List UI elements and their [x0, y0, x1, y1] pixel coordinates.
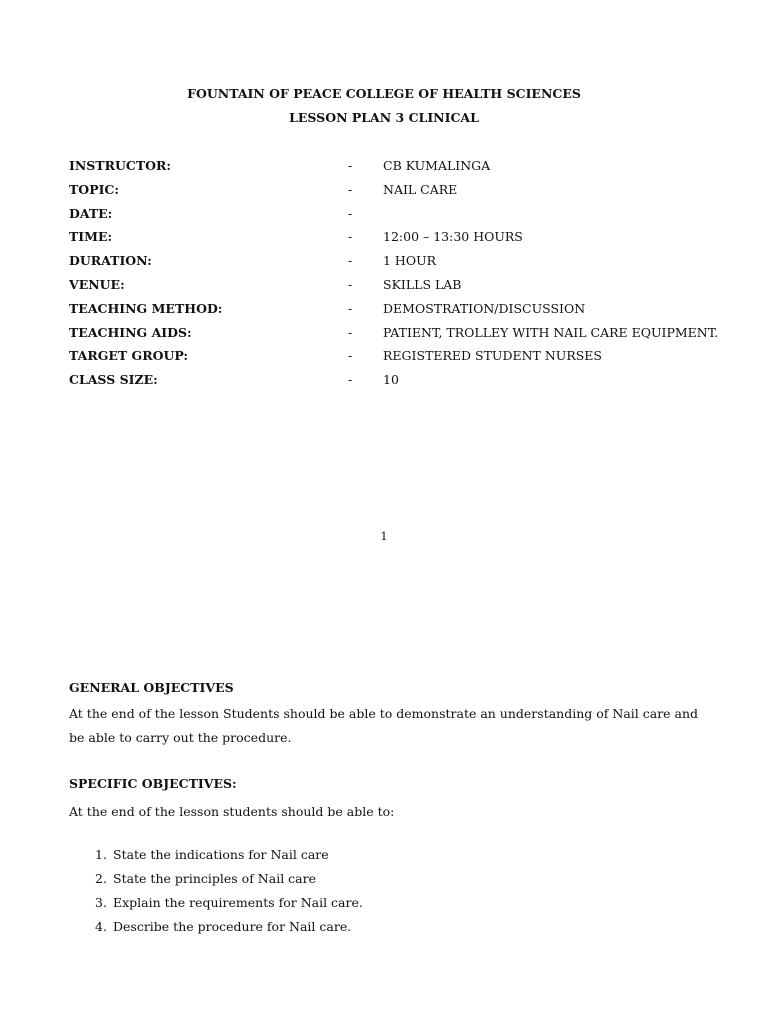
page-number: 1	[380, 530, 388, 543]
info-row-time	[69, 228, 719, 252]
info-row-target-group	[69, 347, 719, 371]
info-label: CLASS SIZE:	[69, 372, 158, 388]
info-row-date	[69, 205, 719, 229]
college-title: FOUNTAIN OF PEACE COLLEGE OF HEALTH SCIENCES	[187, 86, 581, 101]
info-value: REGISTERED STUDENT NURSES	[383, 348, 602, 364]
info-row-duration	[69, 252, 719, 276]
info-separator: -	[348, 276, 353, 292]
info-label: DURATION:	[69, 253, 152, 269]
info-label: TIME:	[69, 229, 113, 245]
list-number: 4.	[95, 919, 107, 934]
info-value: 12:00 – 13:30 HOURS	[383, 229, 523, 245]
info-value: CB KUMALINGA	[383, 158, 491, 173]
list-number: 1.	[95, 847, 107, 862]
info-value: NAIL CARE	[383, 181, 458, 197]
list-number: 3.	[95, 895, 107, 910]
info-label: VENUE:	[69, 276, 125, 292]
info-label: TEACHING AIDS:	[69, 324, 192, 340]
lesson-info-table	[69, 157, 719, 395]
info-row-teaching-method	[69, 300, 719, 324]
info-label: DATE:	[69, 205, 113, 221]
specific-objectives-heading: SPECIFIC OBJECTIVES:	[69, 776, 237, 791]
info-value: SKILLS LAB	[383, 276, 462, 292]
info-value: 1 HOUR	[383, 253, 437, 269]
info-label: TARGET GROUP:	[69, 348, 188, 364]
info-value: DEMOSTRATION/DISCUSSION	[383, 300, 586, 316]
info-row-class-size	[69, 371, 719, 395]
info-separator: -	[348, 181, 353, 197]
info-row-teaching-aids	[69, 324, 719, 348]
list-text: State the indications for Nail care	[113, 847, 329, 862]
info-row-topic	[69, 181, 719, 205]
info-label: TOPIC:	[69, 181, 119, 197]
info-label: INSTRUCTOR:	[69, 158, 172, 173]
general-objectives-text: At the end of the lesson Students should be able to demonstrate an understanding of Nail care and be able to carry out the procedure.	[69, 706, 699, 745]
info-separator: -	[348, 372, 353, 388]
info-row-instructor	[69, 157, 719, 181]
list-text: Explain the requirements for Nail care.	[113, 895, 363, 910]
list-text: Describe the procedure for Nail care.	[113, 919, 352, 934]
info-separator: -	[348, 324, 353, 340]
info-value: 10	[383, 372, 399, 388]
info-separator: -	[348, 229, 353, 245]
info-value: PATIENT, TROLLEY WITH NAIL CARE EQUIPMENT.	[383, 324, 719, 340]
general-objectives-heading: GENERAL OBJECTIVES	[69, 680, 234, 695]
info-row-venue	[69, 276, 719, 300]
info-separator: -	[348, 158, 353, 173]
info-label: TEACHING METHOD:	[69, 300, 223, 316]
list-text: State the principles of Nail care	[113, 871, 316, 886]
lesson-plan-title: LESSON PLAN 3 CLINICAL	[289, 110, 479, 125]
info-separator: -	[348, 253, 353, 269]
specific-objectives-intro: At the end of the lesson students should be able to:	[69, 804, 395, 819]
info-separator: -	[348, 348, 353, 364]
info-separator: -	[348, 300, 353, 316]
list-number: 2.	[95, 871, 107, 886]
info-separator: -	[348, 205, 353, 221]
